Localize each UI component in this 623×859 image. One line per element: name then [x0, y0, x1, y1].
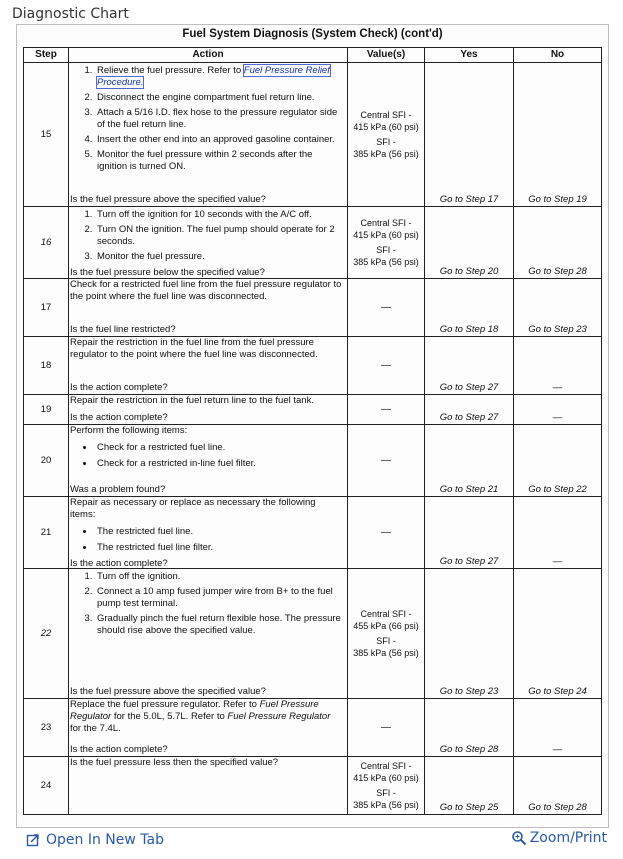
- action-content: [69, 279, 347, 336]
- step-number: 24: [24, 757, 69, 815]
- reference-text: Fuel Pressure Regulator: [227, 711, 331, 722]
- action-cell: [69, 699, 348, 757]
- action-step: 1. Turn off the ignition.: [95, 570, 347, 585]
- action-question: Is the action complete?: [70, 558, 168, 569]
- no-outcome: —: [514, 497, 602, 569]
- table-row: [24, 337, 602, 395]
- page-title: Diagnostic Chart: [12, 6, 129, 22]
- document-title: Fuel System Diagnosis (System Check) (cont'd): [182, 28, 443, 40]
- table-row: [24, 497, 602, 569]
- zoom-print-label: Zoom/Print: [529, 830, 607, 846]
- header-no: No: [514, 48, 602, 63]
- text-segment: for the 5.0L, 5.7L. Refer to: [111, 711, 228, 722]
- action-body: [69, 207, 347, 265]
- action-content: [69, 425, 347, 496]
- action-content: [69, 207, 347, 278]
- action-content: [69, 497, 347, 568]
- yes-outcome[interactable]: Go to Step 18: [425, 279, 514, 337]
- action-question: Is the fuel line restricted?: [70, 324, 176, 335]
- values-cell: [348, 279, 425, 337]
- step-number: 16: [24, 207, 69, 279]
- action-content: [69, 569, 347, 698]
- action-text: Repair the restriction in the fuel return line to the fuel tank.: [70, 395, 314, 406]
- table-row: [24, 425, 602, 497]
- table-row: [24, 207, 602, 279]
- yes-outcome[interactable]: Go to Step 23: [425, 569, 514, 699]
- value-dash: —: [381, 404, 391, 415]
- action-text: Is the fuel pressure less then the specified value?: [70, 757, 279, 768]
- value-pressure: 385 kPa (56 psi): [353, 149, 419, 159]
- magnifier-icon: [511, 830, 527, 846]
- yes-outcome[interactable]: Go to Step 21: [425, 425, 514, 497]
- action-question: Is the fuel pressure above the specified value?: [70, 686, 266, 697]
- no-outcome[interactable]: Go to Step 23: [514, 279, 602, 337]
- header-action: Action: [69, 48, 348, 63]
- action-step: 2. Turn ON the ignition. The fuel pump should operate for 2 seconds.: [95, 223, 347, 250]
- action-step: 3. Attach a 5/16 I.D. flex hose to the pressure regulator side of the fuel return line.: [95, 106, 347, 133]
- value-label: Central SFI -: [360, 110, 412, 120]
- action-content: [69, 337, 347, 394]
- values-cell: [348, 497, 425, 569]
- value-dash: —: [381, 302, 391, 313]
- action-body: [69, 63, 347, 175]
- step-number: 19: [24, 395, 69, 425]
- action-steps-list: [69, 570, 347, 639]
- step-number: 17: [24, 279, 69, 337]
- values-cell: [348, 207, 425, 279]
- action-cell: [69, 757, 348, 815]
- value-pressure: 385 kPa (56 psi): [353, 800, 419, 810]
- value-pressure: 385 kPa (56 psi): [353, 257, 419, 267]
- open-in-new-tab-label: Open In New Tab: [46, 832, 164, 848]
- open-external-icon: [26, 833, 40, 847]
- action-cell: [69, 497, 348, 569]
- text-segment: for the 7.4L.: [70, 723, 121, 734]
- value-label: SFI -: [376, 636, 396, 646]
- action-step: 5. Monitor the fuel pressure within 2 seconds after the ignition is turned ON.: [95, 148, 347, 175]
- check-item: • Check for a restricted in-line fuel filter.: [95, 456, 347, 472]
- action-text: Check for a restricted fuel line from the fuel pressure regulator to the point where the fuel line was disconnected.: [70, 279, 342, 302]
- action-steps-list: [69, 64, 347, 175]
- action-content: [69, 63, 347, 206]
- action-question: Is the fuel pressure above the specified value?: [70, 194, 266, 205]
- values-cell: [348, 425, 425, 497]
- action-question: Is the action complete?: [70, 382, 168, 393]
- value-pressure: 455 kPa (66 psi): [353, 621, 419, 631]
- step-number: 15: [24, 63, 69, 207]
- value-dash: —: [381, 722, 391, 733]
- action-step: 2. Disconnect the engine compartment fuel return line.: [95, 91, 347, 106]
- yes-outcome[interactable]: Go to Step 20: [425, 207, 514, 279]
- header-values: Value(s): [348, 48, 425, 63]
- action-content: [69, 757, 347, 814]
- action-text: Repair as necessary or replace as necessary the following items:: [70, 497, 316, 520]
- action-cell: [69, 395, 348, 425]
- action-body: [69, 279, 347, 303]
- no-outcome[interactable]: Go to Step 24: [514, 569, 602, 699]
- no-outcome[interactable]: Go to Step 22: [514, 425, 602, 497]
- check-item: • The restricted fuel line filter.: [95, 540, 347, 556]
- action-cell: [69, 279, 348, 337]
- action-question: Is the fuel pressure below the specified value?: [70, 267, 265, 278]
- step-number: 23: [24, 699, 69, 757]
- action-body: [69, 395, 347, 407]
- diagnosis-table: [23, 47, 602, 815]
- action-text: Repair the restriction in the fuel line from the fuel pressure regulator to the point where the fuel line was disconnected.: [70, 337, 318, 360]
- action-step: 2. Connect a 10 amp fused jumper wire from B+ to the fuel pump test terminal.: [95, 585, 347, 612]
- action-step: [95, 64, 347, 91]
- value-label: SFI -: [376, 788, 396, 798]
- action-body: [69, 757, 347, 769]
- no-outcome: —: [514, 395, 602, 425]
- no-outcome[interactable]: Go to Step 19: [514, 63, 602, 207]
- action-body: [69, 425, 347, 472]
- table-row: [24, 757, 602, 815]
- values-cell: [348, 395, 425, 425]
- values-cell: [348, 569, 425, 699]
- footer-bar: [0, 832, 623, 852]
- text-segment: Replace the fuel pressure regulator. Refer to: [70, 699, 260, 710]
- action-question: Was a problem found?: [70, 484, 166, 495]
- step-number: 22: [24, 569, 69, 699]
- open-in-new-tab-link[interactable]: [26, 832, 164, 848]
- yes-outcome[interactable]: Go to Step 17: [425, 63, 514, 207]
- value-label: Central SFI -: [360, 218, 412, 228]
- action-body: [69, 569, 347, 639]
- value-pressure: 415 kPa (60 psi): [353, 773, 419, 783]
- value-pressure: 415 kPa (60 psi): [353, 230, 419, 240]
- action-steps-list: [69, 208, 347, 265]
- action-cell: [69, 207, 348, 279]
- no-outcome[interactable]: Go to Step 28: [514, 207, 602, 279]
- check-items-list: [69, 440, 347, 472]
- yes-outcome[interactable]: Go to Step 25: [425, 757, 514, 815]
- action-cell: [69, 569, 348, 699]
- diagnostic-document: [16, 24, 609, 828]
- action-step: 3. Gradually pinch the fuel return flexible hose. The pressure should rise above the specified value.: [95, 612, 347, 639]
- value-pressure: 385 kPa (56 psi): [353, 648, 419, 658]
- value-dash: —: [381, 455, 391, 466]
- table-row: [24, 63, 602, 207]
- table-row: [24, 279, 602, 337]
- reference-text: Fuel Pressure Regulator: [70, 699, 319, 722]
- no-outcome: —: [514, 337, 602, 395]
- step-number: 18: [24, 337, 69, 395]
- action-step: 1. Turn off the ignition for 10 seconds with the A/C off.: [95, 208, 347, 223]
- action-cell: [69, 425, 348, 497]
- step-number: 20: [24, 425, 69, 497]
- no-outcome[interactable]: Go to Step 28: [514, 757, 602, 815]
- values-cell: [348, 757, 425, 815]
- header-step: Step: [24, 48, 69, 63]
- step-number: 21: [24, 497, 69, 569]
- yes-outcome[interactable]: Go to Step 27: [425, 497, 514, 569]
- value-label: Central SFI -: [360, 761, 412, 771]
- zoom-print-link[interactable]: [511, 830, 607, 846]
- value-label: SFI -: [376, 245, 396, 255]
- action-body: [69, 699, 347, 735]
- value-label: SFI -: [376, 137, 396, 147]
- action-body: [69, 497, 347, 556]
- table-row: [24, 699, 602, 757]
- table-row: [24, 569, 602, 699]
- action-text: Perform the following items:: [70, 425, 188, 436]
- text-segment: Relieve the fuel pressure. Refer to: [97, 65, 244, 76]
- action-body: [69, 337, 347, 361]
- table-row: [24, 395, 602, 425]
- value-dash: —: [381, 360, 391, 371]
- yes-outcome[interactable]: Go to Step 27: [425, 395, 514, 425]
- action-cell: [69, 337, 348, 395]
- yes-outcome[interactable]: Go to Step 28: [425, 699, 514, 757]
- yes-outcome[interactable]: Go to Step 27: [425, 337, 514, 395]
- check-items-list: [69, 524, 347, 556]
- check-item: • The restricted fuel line.: [95, 524, 347, 540]
- no-outcome: —: [514, 699, 602, 757]
- value-dash: —: [381, 527, 391, 538]
- check-item: • Check for a restricted fuel line.: [95, 440, 347, 456]
- action-content: [69, 699, 347, 756]
- values-cell: [348, 699, 425, 757]
- action-step: 3. Monitor the fuel pressure.: [95, 250, 347, 265]
- values-cell: [348, 63, 425, 207]
- action-cell: [69, 63, 348, 207]
- action-step: 4. Insert the other end into an approved gasoline container.: [95, 133, 347, 148]
- value-label: Central SFI -: [360, 609, 412, 619]
- header-yes: Yes: [425, 48, 514, 63]
- action-content: [69, 395, 347, 424]
- table-header-row: [24, 48, 602, 63]
- action-question: Is the action complete?: [70, 412, 168, 423]
- values-cell: [348, 337, 425, 395]
- action-text: [69, 699, 347, 735]
- value-pressure: 415 kPa (60 psi): [353, 122, 419, 132]
- procedure-link[interactable]: Fuel Pressure Relief Procedure.: [97, 65, 330, 88]
- action-question: Is the action complete?: [70, 744, 168, 755]
